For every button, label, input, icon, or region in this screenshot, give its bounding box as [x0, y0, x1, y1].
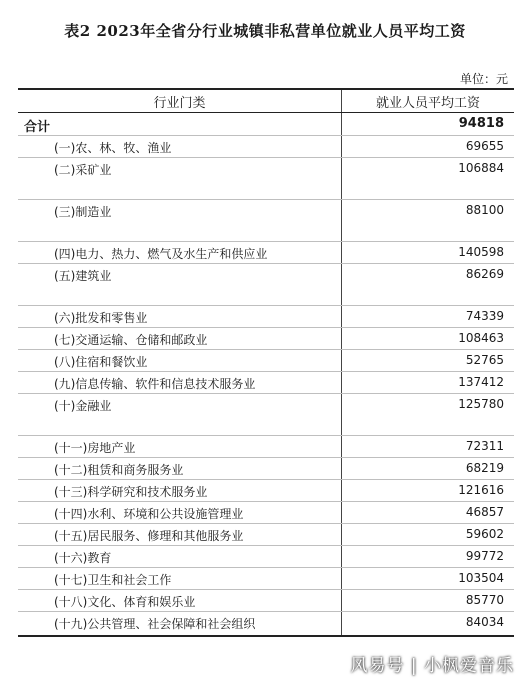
wage-value-cell: 121616 [342, 480, 515, 502]
table-row [18, 458, 514, 480]
wage-value-cell: 52765 [342, 350, 515, 372]
industry-name-cell: (三)制造业 [18, 200, 342, 242]
table-title: 表2 2023年全省分行业城镇非私营单位就业人员平均工资 [64, 22, 466, 40]
wage-value-cell: 85770 [342, 590, 515, 612]
table-header-row [18, 89, 514, 113]
table-row [18, 568, 514, 590]
table-row [18, 590, 514, 612]
table-row [18, 200, 514, 242]
industry-name-cell: (十五)居民服务、修理和其他服务业 [18, 524, 342, 546]
wage-value-cell: 137412 [342, 372, 515, 394]
header-industry: 行业门类 [18, 89, 342, 113]
wage-value-cell: 72311 [342, 436, 515, 458]
industry-name-cell: (六)批发和零售业 [18, 306, 342, 328]
industry-name-cell: (十一)房地产业 [18, 436, 342, 458]
industry-name-cell: (十)金融业 [18, 394, 342, 436]
wage-value-cell: 108463 [342, 328, 515, 350]
industry-name-cell: (十八)文化、体育和娱乐业 [18, 590, 342, 612]
wage-value-cell: 103504 [342, 568, 515, 590]
wage-value-cell: 59602 [342, 524, 515, 546]
wage-value-cell: 46857 [342, 502, 515, 524]
industry-name-cell: (四)电力、热力、燃气及水生产和供应业 [18, 242, 342, 264]
industry-name-cell: (十三)科学研究和技术服务业 [18, 480, 342, 502]
table-row [18, 502, 514, 524]
wage-value-cell: 68219 [342, 458, 515, 480]
wage-value-cell: 86269 [342, 264, 515, 306]
wage-value-cell: 106884 [342, 158, 515, 200]
table-row [18, 158, 514, 200]
industry-name-cell: (十六)教育 [18, 546, 342, 568]
wage-table [18, 88, 514, 637]
wage-value-cell: 99772 [342, 546, 515, 568]
table-row [18, 612, 514, 636]
table-row [18, 350, 514, 372]
industry-name-cell: (七)交通运输、仓储和邮政业 [18, 328, 342, 350]
header-wage: 就业人员平均工资 [342, 89, 515, 113]
wage-value-cell: 140598 [342, 242, 515, 264]
table-row [18, 436, 514, 458]
table-row [18, 264, 514, 306]
table-body [18, 113, 514, 636]
wage-value-cell: 74339 [342, 306, 515, 328]
industry-name-cell: (一)农、林、牧、渔业 [18, 136, 342, 158]
wage-value-cell: 84034 [342, 612, 515, 636]
wage-value-cell: 69655 [342, 136, 515, 158]
table-row [18, 372, 514, 394]
table-row [18, 480, 514, 502]
wage-value-cell: 88100 [342, 200, 515, 242]
table-row [18, 546, 514, 568]
table-row [18, 306, 514, 328]
unit-label: 单位：元 [459, 72, 508, 86]
industry-name-cell: (十七)卫生和社会工作 [18, 568, 342, 590]
table-row [18, 136, 514, 158]
wage-value-cell: 94818 [342, 113, 515, 136]
table-row [18, 394, 514, 436]
industry-name-cell: (十二)租赁和商务服务业 [18, 458, 342, 480]
table-row [18, 524, 514, 546]
total-row [18, 113, 514, 136]
watermark: 风易号 | 小枫爱音乐 [350, 656, 514, 676]
table-row [18, 328, 514, 350]
table-row [18, 242, 514, 264]
wage-value-cell: 125780 [342, 394, 515, 436]
industry-name-cell: (二)采矿业 [18, 158, 342, 200]
industry-name-cell: 合计 [18, 113, 342, 136]
industry-name-cell: (十九)公共管理、社会保障和社会组织 [18, 612, 342, 636]
industry-name-cell: (十四)水利、环境和公共设施管理业 [18, 502, 342, 524]
industry-name-cell: (五)建筑业 [18, 264, 342, 306]
industry-name-cell: (八)住宿和餐饮业 [18, 350, 342, 372]
industry-name-cell: (九)信息传输、软件和信息技术服务业 [18, 372, 342, 394]
